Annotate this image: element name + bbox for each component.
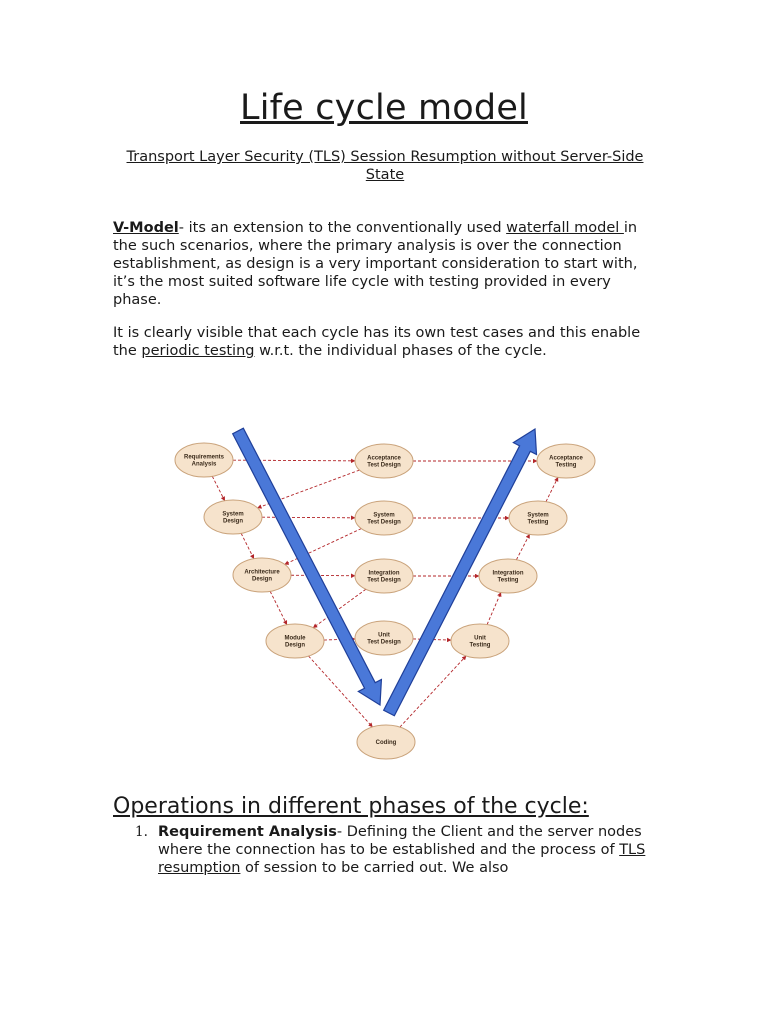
node-label-it-0: Integration bbox=[492, 570, 524, 577]
node-label-st-0: System bbox=[527, 512, 549, 519]
node-label-it-1: Testing bbox=[497, 577, 519, 584]
v-model-diagram bbox=[150, 415, 620, 760]
list-item-text-2: of session to be carried out. We also bbox=[240, 860, 509, 876]
node-label-itd-0: Integration bbox=[368, 570, 400, 577]
connector-ut-it bbox=[487, 592, 501, 624]
node-sys bbox=[204, 500, 262, 534]
node-ut bbox=[451, 624, 509, 658]
node-atd bbox=[355, 444, 413, 478]
node-label-sys-1: Design bbox=[222, 518, 244, 525]
node-it bbox=[479, 559, 537, 593]
node-label-atd-0: Acceptance bbox=[367, 455, 401, 462]
node-mod bbox=[266, 624, 324, 658]
node-label-mod-1: Design bbox=[284, 642, 306, 649]
node-label-ut-0: Unit bbox=[474, 635, 486, 642]
dashed-connectors bbox=[212, 460, 558, 727]
list-item-text-1: - Defining the Client and the server nodes where the connection has to be established and the process of bbox=[158, 824, 642, 858]
periodic-testing-link[interactable]: periodic testing bbox=[141, 343, 255, 359]
connector-st-at bbox=[546, 477, 558, 501]
node-label-utd-0: Unit bbox=[378, 632, 390, 639]
connector-req-sys bbox=[212, 476, 224, 500]
node-label-std-0: System bbox=[373, 512, 395, 519]
node-label-itd-1: Test Design bbox=[367, 577, 401, 584]
node-at bbox=[537, 444, 595, 478]
node-label-atd-1: Test Design bbox=[367, 462, 401, 469]
v-model-paragraph bbox=[113, 219, 663, 309]
v-model-text-1: - its an extension to the conventionally used bbox=[178, 220, 507, 236]
node-label-std-1: Test Design bbox=[367, 519, 401, 526]
testing-text-2: w.r.t. the individual phases of the cycle. bbox=[254, 343, 547, 359]
node-label-at-1: Testing bbox=[555, 462, 577, 469]
node-label-utd-1: Test Design bbox=[367, 639, 401, 646]
connector-arch-itd bbox=[291, 575, 355, 576]
connector-it-st bbox=[516, 534, 529, 559]
v-model-term: V-Model bbox=[113, 220, 179, 236]
node-label-coding-0: Coding bbox=[375, 740, 397, 746]
list-item-number: 1. bbox=[135, 824, 148, 840]
node-label-req-0: Requirements bbox=[183, 454, 225, 461]
testing-paragraph bbox=[113, 324, 663, 360]
connector-sys-arch bbox=[241, 533, 254, 558]
connector-arch-mod bbox=[270, 591, 287, 624]
node-label-sys-0: System bbox=[222, 511, 244, 518]
document-subtitle[interactable]: Transport Layer Security (TLS) Session Resumption without Server-Side State bbox=[126, 149, 644, 183]
node-label-at-0: Acceptance bbox=[549, 455, 583, 462]
node-itd bbox=[355, 559, 413, 593]
node-utd bbox=[355, 621, 413, 655]
section-heading: Operations in different phases of the cycle: bbox=[113, 794, 589, 819]
node-label-ut-1: Testing bbox=[469, 642, 491, 649]
node-arch bbox=[233, 558, 291, 592]
v-model-text-2: in the such scenarios, where the primary analysis is over the connection establishment, as design is a very important consideration to start with, it’s the most suited software life cycle with testing provided in every phase. bbox=[113, 220, 638, 308]
testing-text-1: It is clearly visible that each cycle has its own test cases and this enable the bbox=[113, 325, 641, 359]
tls-resumption-link[interactable]: TLS resumption bbox=[158, 842, 646, 876]
node-label-st-1: Testing bbox=[527, 519, 549, 526]
list-item-term: Requirement Analysis bbox=[158, 824, 337, 840]
node-req bbox=[175, 443, 233, 477]
node-label-arch-1: Design bbox=[251, 576, 273, 583]
node-label-req-1: Analysis bbox=[191, 461, 217, 468]
document-title: Life cycle model bbox=[240, 88, 528, 128]
node-st bbox=[509, 501, 567, 535]
node-coding bbox=[357, 725, 415, 759]
node-label-arch-0: Architecture bbox=[244, 569, 280, 576]
waterfall-model-link[interactable]: waterfall model bbox=[506, 220, 624, 236]
node-std bbox=[355, 501, 413, 535]
node-label-mod-0: Module bbox=[284, 635, 306, 642]
list-item-text bbox=[158, 823, 658, 877]
